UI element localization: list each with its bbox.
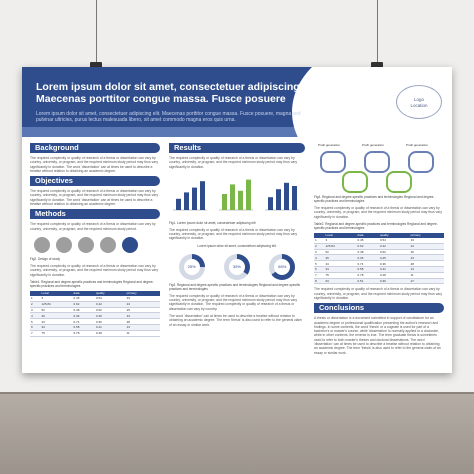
poster xyxy=(22,67,452,373)
bar xyxy=(238,191,243,210)
results-text-2: The required complexity or quality of research of a thesis or dissertation can vary by country, university, or program, and the required minimum study period may thus vary significantly in duration. xyxy=(169,227,298,241)
objectives-text: The required complexity or quality of research of a thesis or dissertation can vary by country, university, or program, and the required minimum study period may thus vary significantly in duration. The word 'dissertation' can at times be used to describe a treatise without relation to obtaining an academic degree. xyxy=(30,189,159,207)
table-cell: 0.48 xyxy=(73,307,95,313)
table-cell: 0.48 xyxy=(95,330,126,336)
table-cell: 125.84 xyxy=(325,243,357,249)
table-cell: 75 xyxy=(325,272,357,278)
fig1-caption: Fig1. Lorem ipsum dolor sit amet, consectetuer adipiscing elit xyxy=(169,220,256,225)
table-cell: 0.58 xyxy=(73,324,95,330)
section-heading-objectives: Objectives xyxy=(30,176,160,186)
table-cell: 11 xyxy=(410,272,444,278)
section-heading-background: Background xyxy=(30,143,160,153)
table-cell: 33 xyxy=(126,296,160,301)
bar xyxy=(284,183,289,210)
donut-chart xyxy=(224,254,250,280)
hanging-wire-left xyxy=(96,0,97,64)
table-cell: 25 xyxy=(126,307,160,313)
table-cell: 24 xyxy=(126,301,160,307)
table-cell: 33 xyxy=(410,238,444,243)
table-cell: 1 xyxy=(30,296,41,301)
table-cell: 46 xyxy=(41,313,73,319)
table-cell: 8 xyxy=(314,278,325,284)
bar xyxy=(292,186,297,210)
diagram-label-1: Profit generation xyxy=(318,143,341,147)
fig2-caption: Fig2. Design of study xyxy=(30,256,60,261)
bar xyxy=(222,194,227,210)
table-cell: 3 xyxy=(314,249,325,255)
bar xyxy=(268,197,273,210)
poster-subtitle: Lorem ipsum dolor sit amet, consectetuer adipiscing elit. Maecenas porttitor congue massa. Fusce posuere, magna sed pulvinar ultricies, purus lectus malesuada libero, sit amet commodo magna eros quis urna. xyxy=(36,111,301,123)
section-heading-results: Results xyxy=(169,143,305,153)
table-cell: 0.62 xyxy=(73,301,95,307)
method-circles xyxy=(34,237,160,253)
table-cell: 0.45 xyxy=(95,313,126,319)
donut-chart xyxy=(269,254,295,280)
method-circle xyxy=(34,237,50,253)
table-cell: 4 xyxy=(314,255,325,261)
table-cell: 0.48 xyxy=(379,272,410,278)
table-cell: 0.45 xyxy=(357,238,379,243)
table-cell: 3 xyxy=(30,307,41,313)
diagram-label-2: Profit generation xyxy=(362,143,385,147)
table-row xyxy=(30,330,160,336)
table-cell: 13 xyxy=(126,324,160,330)
bar xyxy=(192,187,197,209)
bar xyxy=(176,199,181,210)
conclusions-text: A thesis or dissertation is a document submitted in support of candidature for an academic degree or professional qualification presenting the author's research and findings. In some contexts, the word 'thesis' or a cognate is used for part of a bachelor's or master's course, while 'dissertation' is normally applied to a doctorate, while in other contexts, the reverse is true. The term graduate thesis is sometimes used to refer to both master's theses and doctoral dissertations. The word 'dissertation' can at times be used to describe a treatise without relation to obtaining an academic degree. The term 'thesis' is also used to refer to the general claim of an essay or similar work. xyxy=(314,316,441,355)
table-cell: 27 xyxy=(410,278,444,284)
middle-column xyxy=(169,143,305,330)
donut-value: 25% xyxy=(184,259,200,275)
section-heading-conclusions: Conclusions xyxy=(314,303,444,313)
bar xyxy=(230,184,235,210)
table-cell: 43 xyxy=(410,255,444,261)
table-cell: 0.51 xyxy=(357,278,379,284)
table1 xyxy=(30,291,160,337)
table-cell: 11 xyxy=(126,330,160,336)
table-cell: 43 xyxy=(41,319,73,325)
donut-caption-top: Lorem ipsum dolor sit amet, consectetuer adipiscing elit. xyxy=(197,243,277,248)
table-cell: 0.58 xyxy=(357,266,379,272)
table2 xyxy=(314,233,444,284)
table-cell: 125.84 xyxy=(41,301,73,307)
right-text-1: The required complexity or quality of research of a thesis or dissertation can vary by country, university, or program, and the required minimum study period may thus vary significantly in duration. xyxy=(314,206,443,219)
results-text: The required complexity or quality of research of a thesis or dissertation can vary by country, university, or program, and the required minimum study period may thus vary significantly in duration. xyxy=(169,156,298,169)
table-cell: 25 xyxy=(410,249,444,255)
poster-header xyxy=(22,67,452,137)
table-header-cell: quality xyxy=(95,291,126,296)
table-cell: 0.54 xyxy=(379,238,410,243)
method-circle xyxy=(122,237,138,253)
table-cell: 5 xyxy=(30,319,41,325)
diagram-node-1 xyxy=(320,151,346,173)
right-text-2: The required complexity or quality of research of a thesis or dissertation can vary by country, university, or program, and the required minimum study period may thus vary significantly in duration. xyxy=(314,287,443,300)
table-cell: 43 xyxy=(325,261,357,267)
table-cell: 1 xyxy=(314,238,325,243)
fig4-caption: Fig4. Regional and degree-specific practices and terminologies Regional and degree-specific practices and terminologies xyxy=(314,195,435,203)
results-text-3: The required complexity or quality of research of a thesis or dissertation can vary by country, university, or program, and the required minimum study period may thus vary significantly in duration. The required complexity or quality of research of a thesis or dissertation can vary by country. xyxy=(169,293,298,311)
table-cell: 4 xyxy=(30,313,41,319)
table-cell: 0.41 xyxy=(379,266,410,272)
bar xyxy=(200,181,205,210)
table-header-cell: data xyxy=(73,291,95,296)
floor-edge xyxy=(0,392,474,394)
table-cell: 13 xyxy=(410,266,444,272)
table-cell: 75 xyxy=(41,330,73,336)
donut-charts xyxy=(169,254,305,280)
floor xyxy=(0,392,474,474)
donut-value: 65% xyxy=(274,259,290,275)
process-diagram xyxy=(314,143,444,195)
table-cell: 0.36 xyxy=(95,319,126,325)
table-cell: 63 xyxy=(325,278,357,284)
results-text-4: The word 'dissertation' can at times be used to describe a treatise without relation to obtaining an academic degree. The term 'thesis' is also used to refer to the general claim of an essay or similar work. xyxy=(169,313,302,327)
diagram-node-4 xyxy=(342,171,368,193)
bar xyxy=(246,179,251,209)
table-header-cell: primary xyxy=(410,233,444,238)
right-column xyxy=(314,143,444,358)
section-heading-methods: Methods xyxy=(30,209,160,219)
background-text: The required complexity or quality of research of a thesis or dissertation can vary by country, university, or program, and the required minimum study period may thus vary significantly in duration. The word 'dissertation' can at times be used to describe a treatise without relation to obtaining an academic degree. xyxy=(30,156,159,173)
table-row xyxy=(314,278,444,284)
table-cell: 5 xyxy=(314,261,325,267)
table-cell: 7 xyxy=(30,330,41,336)
table-cell: 0.36 xyxy=(379,261,410,267)
table-cell: 6 xyxy=(314,266,325,272)
table-cell: 0.52 xyxy=(95,307,126,313)
diagram-node-3 xyxy=(408,151,434,173)
table-cell: 34 xyxy=(41,324,73,330)
table-cell: 0.36 xyxy=(357,255,379,261)
table-cell: 0.74 xyxy=(73,319,95,325)
method-circle xyxy=(78,237,94,253)
table-header-cell: Local xyxy=(325,233,357,238)
table-cell: 43 xyxy=(126,313,160,319)
poster-title: Lorem ipsum dolor sit amet, consectetuer adipiscing elit. Maecenas porttitor congue massa. Fusce posuere xyxy=(36,81,321,105)
diagram-node-5 xyxy=(386,171,412,193)
donut-chart xyxy=(179,254,205,280)
table-cell: 0.39 xyxy=(379,278,410,284)
table-cell: 7 xyxy=(314,272,325,278)
table-cell: 0.62 xyxy=(357,243,379,249)
table-cell: 3 xyxy=(325,238,357,243)
table-cell: 0.45 xyxy=(379,255,410,261)
hanging-wire-right xyxy=(377,0,378,64)
table-cell: 0.45 xyxy=(73,296,95,301)
table-cell: 2 xyxy=(30,301,41,307)
table-cell: 0.74 xyxy=(357,261,379,267)
table1-caption: Table1. Regional and degree-specific practices and terminologies Regional and degree-specific practices and terminologies xyxy=(30,279,154,288)
table-header-cell: quality xyxy=(379,233,410,238)
table-cell: 0.36 xyxy=(73,313,95,319)
table-header-cell: primary xyxy=(126,291,160,296)
table-cell: 0.42 xyxy=(95,301,126,307)
table-cell: 52 xyxy=(325,249,357,255)
table-cell: 0.41 xyxy=(95,324,126,330)
table-cell: 0.48 xyxy=(357,249,379,255)
method-circle xyxy=(56,237,72,253)
table-cell: 24 xyxy=(410,243,444,249)
method-circle xyxy=(100,237,116,253)
bar-charts xyxy=(169,172,305,216)
table2-caption: Table2. Regional and degree-specific practices and terminologies Regional and degree-specific practices and terminologies xyxy=(314,221,438,230)
bar xyxy=(276,189,281,210)
table-cell: 0.42 xyxy=(379,243,410,249)
table-cell: 48 xyxy=(126,319,160,325)
table-cell: 0.78 xyxy=(73,330,95,336)
table-cell: 46 xyxy=(325,255,357,261)
table-cell: 34 xyxy=(325,266,357,272)
table-cell: 48 xyxy=(410,261,444,267)
left-column xyxy=(30,143,160,337)
table-header-cell: Local xyxy=(41,291,73,296)
fig3-caption: Fig3. Regional and degree-specific practices and terminologies Regional and degree-specific practices and terminologies xyxy=(169,282,301,291)
table-cell: 2 xyxy=(314,243,325,249)
table-cell: 3 xyxy=(41,296,73,301)
logo-placeholder: Logo Location xyxy=(396,85,442,119)
methods-text: The required complexity or quality of research of a thesis or dissertation can vary by country, university, or program, and the required minimum study period. xyxy=(30,222,156,231)
methods-text-2: The required complexity or quality of research of a thesis or dissertation can vary by country, university, or program, and the required minimum study period may thus vary significantly in duration. xyxy=(30,263,159,277)
diagram-node-2 xyxy=(364,151,390,173)
table-cell: 0.78 xyxy=(357,272,379,278)
table-cell: 0.52 xyxy=(379,249,410,255)
donut-value: 35% xyxy=(229,259,245,275)
table-cell: 0.54 xyxy=(95,296,126,301)
diagram-label-3: Profit generation xyxy=(406,143,429,147)
table-cell: 52 xyxy=(41,307,73,313)
bar xyxy=(184,192,189,210)
table-header-cell: data xyxy=(357,233,379,238)
table-cell: 6 xyxy=(30,324,41,330)
